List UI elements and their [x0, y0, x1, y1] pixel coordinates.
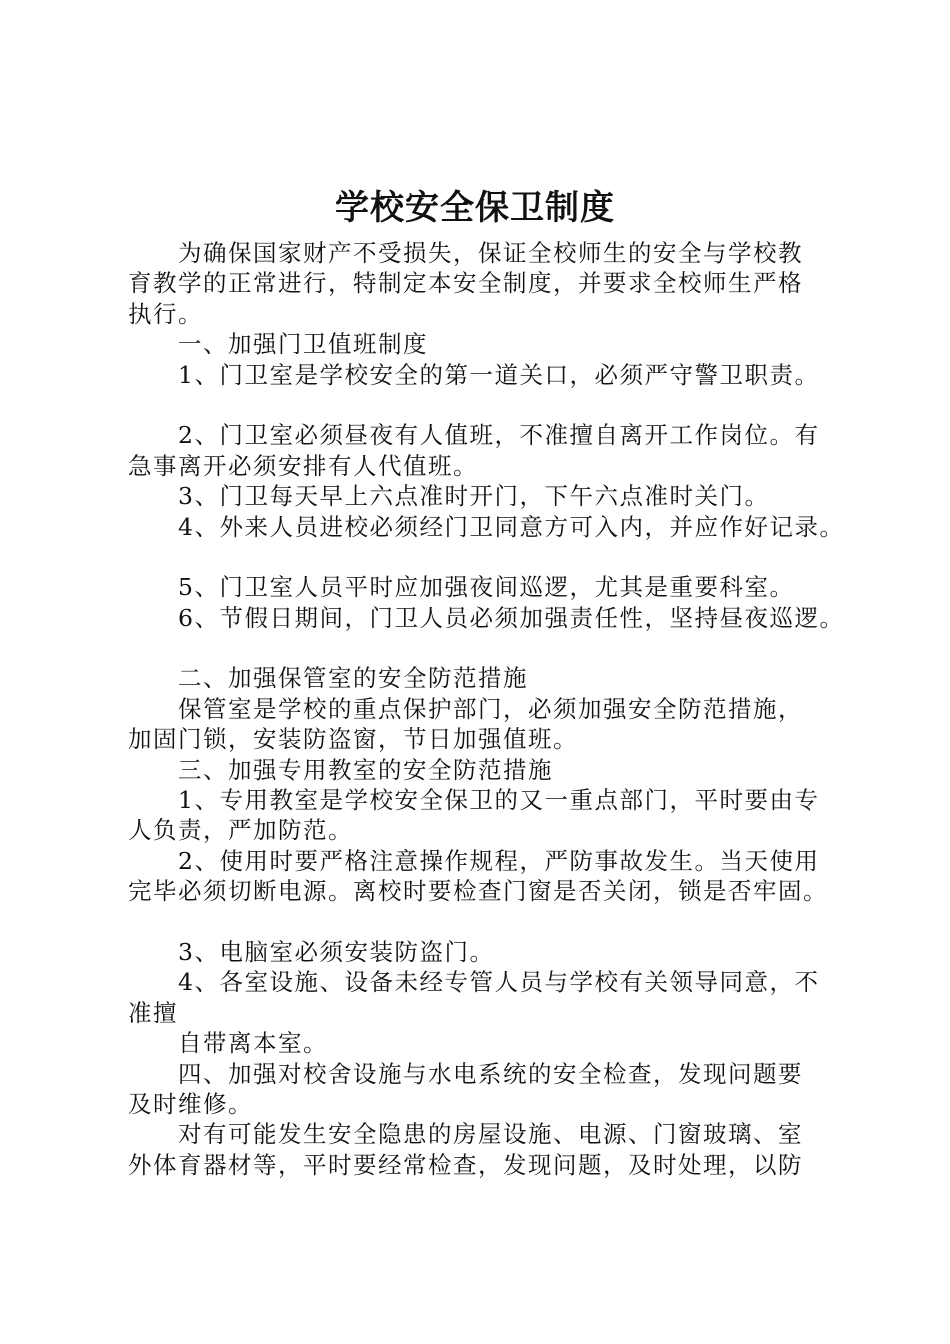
body-line: 1、专用教室是学校安全保卫的又一重点部门，平时要由专: [128, 786, 820, 815]
body-line: 准擅: [128, 998, 178, 1027]
body-line: 3、电脑室必须安装防盗门。: [128, 937, 495, 966]
blank-line: [128, 633, 848, 663]
body-line: 1、门卫室是学校安全的第一道关口，必须严守警卫职责。: [128, 360, 820, 389]
body-line: 2、门卫室必须昼夜有人值班，不准擅自离开工作岗位。有: [128, 421, 820, 450]
body-line: 4、各室设施、设备未经专管人员与学校有关领导同意，不: [128, 968, 820, 997]
body-line: 育教学的正常进行，特制定本安全制度，并要求全校师生严格: [128, 269, 803, 298]
body-line: 2、使用时要严格注意操作规程，严防事故发生。当天使用: [128, 846, 820, 875]
body-line: 外体育器材等，平时要经常检查，发现问题，及时处理，以防: [128, 1150, 803, 1179]
body-line: 6、节假日期间，门卫人员必须加强责任性，坚持昼夜巡逻。: [128, 603, 845, 632]
body-line: 自带离本室。: [128, 1029, 328, 1058]
blank-line: [128, 390, 848, 420]
body-line: 保管室是学校的重点保护部门，必须加强安全防范措施，: [128, 694, 803, 723]
body-line: 人负责，严加防范。: [128, 816, 353, 845]
body-line: 及时维修。: [128, 1089, 253, 1118]
document-title: 学校安全保卫制度: [335, 188, 615, 228]
blank-line: [128, 542, 848, 572]
body-line: 执行。: [128, 299, 203, 328]
body-line: 5、门卫室人员平时应加强夜间巡逻，尤其是重要科室。: [128, 573, 795, 602]
body-line: 对有可能发生安全隐患的房屋设施、电源、门窗玻璃、室: [128, 1120, 803, 1149]
body-line: 四、加强对校舍设施与水电系统的安全检查，发现问题要: [128, 1059, 803, 1088]
document-body: [128, 238, 848, 1180]
body-line: 4、外来人员进校必须经门卫同意方可入内，并应作好记录。: [128, 512, 845, 541]
body-line: 三、加强专用教室的安全防范措施: [128, 755, 553, 784]
body-line: 急事离开必须安排有人代值班。: [128, 451, 478, 480]
body-line: 二、加强保管室的安全防范措施: [128, 664, 528, 693]
body-line: 完毕必须切断电源。离校时要检查门窗是否关闭，锁是否牢固。: [128, 877, 828, 906]
body-line: 3、门卫每天早上六点准时开门，下午六点准时关门。: [128, 482, 770, 511]
body-line: 一、加强门卫值班制度: [128, 330, 428, 359]
body-line: 为确保国家财产不受损失，保证全校师生的安全与学校教: [128, 239, 803, 267]
body-line: 加固门锁，安装防盗窗，节日加强值班。: [128, 725, 578, 754]
blank-line: [128, 907, 848, 937]
